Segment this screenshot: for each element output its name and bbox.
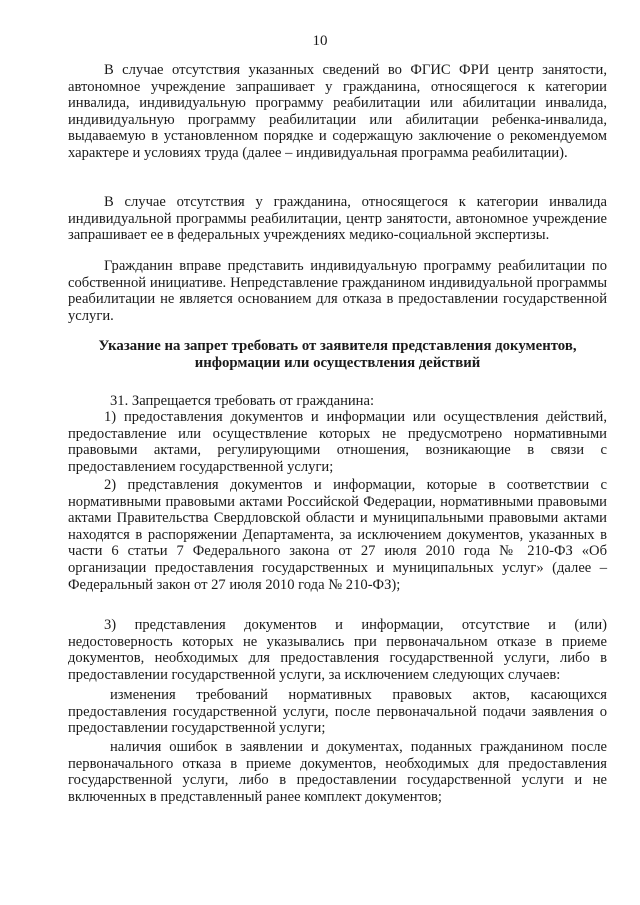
exception-case-2: наличия ошибок в заявлении и документах, поданных гражданином после первоначального отказа в приеме документов, необходимых для предоставления государственной услуги, либо в предоставлении государственной услуги и не включенных в представленный ранее комплект документов; xyxy=(68,739,607,805)
paragraph-ipr-initiative: Гражданин вправе представить индивидуальную программу реабилитации по собственной инициативе. Непредставление гражданином индивидуальной программы реабилитации не является основанием для отказа в предоставлении государственной услуги. xyxy=(68,258,607,324)
page-number: 10 xyxy=(312,33,328,49)
exception-case-1: изменения требований нормативных правовых актов, касающихся предоставления государственной услуги, после первоначальной подачи заявления о предоставлении государственной услуги; xyxy=(68,687,607,737)
clause-31-intro: 31. Запрещается требовать от гражданина: xyxy=(110,393,375,409)
section-heading: Указание на запрет требовать от заявителя представления документов, информации или осуществления действий xyxy=(98,338,577,371)
paragraph-ipr-request: В случае отсутствия указанных сведений во ФГИС ФРИ центр занятости, автономное учреждение запрашивает у гражданина, относящегося к категории инвалида, индивидуальную программу реабилитации или абилитации инвалида, индивидуальную программу реабилитации или абилитации ребенка-инвалида, выдаваемую в установленном порядке и содержащую заключение о рекомендуемом характере и условиях труда (далее – индивидуальная программа реабилитации). xyxy=(68,62,607,161)
paragraph-ipr-mse: В случае отсутствия у гражданина, относящегося к категории инвалида индивидуальной программы реабилитации, центр занятости, автономное учреждение запрашивает ее в федеральных учреждениях медико-социальной экспертизы. xyxy=(68,194,607,244)
clause-31-item-2: 2) представления документов и информации, которые в соответствии с нормативными правовыми актами Российской Федерации, нормативными правовыми актами Правительства Свердловской области и муниципальными правовыми актами находятся в распоряжении Департамента, за исключением документов, указанных в части 6 статьи 7 Федерального закона от 27 июля 2010 года № 210-ФЗ «Об организации предоставления государственных и муниципальных услуг» (далее – Федеральный закон от 27 июля 2010 года № 210-ФЗ); xyxy=(68,477,607,593)
clause-31-item-1: 1) предоставления документов и информации или осуществления действий, предоставление или осуществление которых не предусмотрено нормативными правовыми актами, регулирующими отношения, возникающие в связи с предоставлением государственной услуги; xyxy=(68,409,607,475)
clause-31-item-3: 3) представления документов и информации, отсутствие и (или) недостоверность которых не указывались при первоначальном отказе в приеме документов, необходимых для предоставления государственной услуги, либо в предоставлении государственной услуги, за исключением следующих случаев: xyxy=(68,617,607,683)
